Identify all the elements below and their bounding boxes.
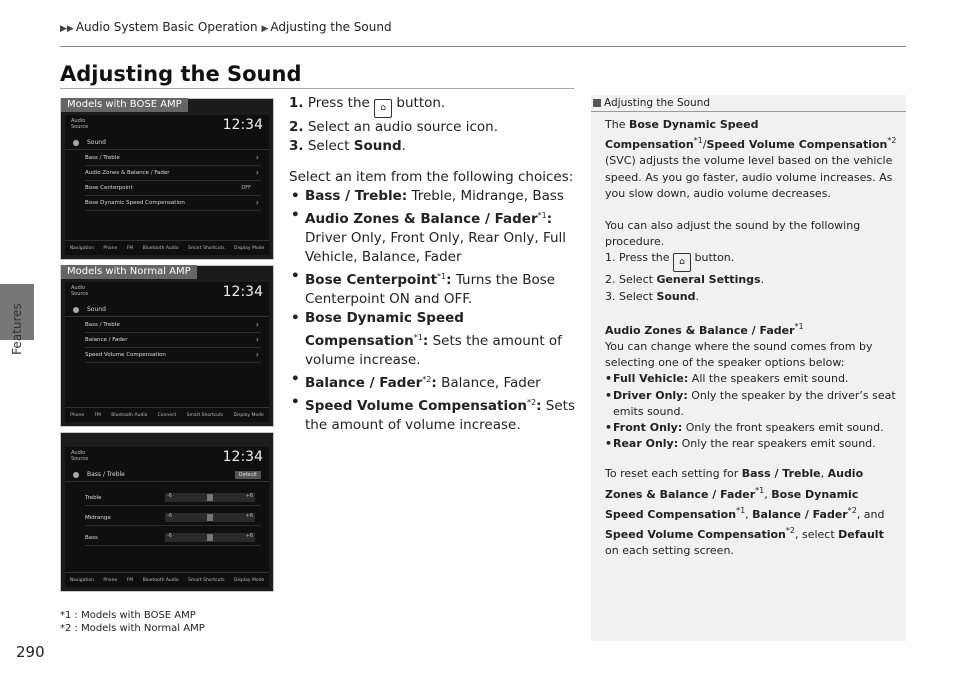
- footnote: *2 : Models with Normal AMP: [60, 623, 205, 634]
- footer-item: Phone: [103, 577, 118, 583]
- chevron-right-icon: ›: [255, 320, 259, 329]
- footer-item: FM: [126, 245, 134, 251]
- back-icon: [73, 140, 79, 146]
- chevron-right-icon: ›: [255, 153, 259, 162]
- home-icon: ⌂: [673, 253, 691, 272]
- chevron-right-icon: ›: [255, 350, 259, 359]
- list-item: • Full Vehicle: All the speakers emit sound.: [605, 371, 897, 387]
- procedure-step: 1. Press the ⌂ button.: [605, 250, 897, 272]
- screen-footer: [65, 572, 269, 587]
- step-1: 1. Press the ⌂ button.: [289, 94, 579, 118]
- footnotes: [60, 609, 205, 635]
- breadcrumb-item: Audio System Basic Operation: [75, 20, 258, 34]
- footer-item: Display Mode: [234, 577, 265, 583]
- procedure-step: 2. Select General Settings.: [605, 273, 765, 287]
- slider-min: -6: [167, 513, 172, 519]
- page-title: Adjusting the Sound: [60, 62, 302, 86]
- chevron-right-icon: ›: [255, 168, 259, 177]
- footer-item: Smart Shortcuts: [188, 245, 225, 251]
- menu-row-label: Balance / Fader: [85, 337, 128, 343]
- audio-source-label: Audio Source: [71, 450, 89, 462]
- reset-paragraph: To reset each setting for Bass / Treble, Audio Zones & Balance / Fader$^{*1}$, Bose Dynamic Speed Compensation$^{*1}$, Balance / Fader$^{*2}$, and Speed Volume Compensation$^{*2}$, select Default on each setting screen.: [605, 467, 885, 558]
- list-item: • Driver Only: Only the speaker by the driver’s seat emits sound.: [605, 388, 897, 420]
- notes-paragraph: The Bose Dynamic Speed Compensation$^{*1}$/Speed Volume Compensation$^{*2}$ (SVC) adjusts the volume level based on the vehicle speed. As you go faster, audio volume increases. As you slow down, audio volume decreases.: [605, 118, 897, 200]
- slider-max: +6: [245, 513, 253, 519]
- menu-row: [85, 151, 261, 166]
- step-3: 3. Select Sound.: [289, 138, 406, 154]
- screen-header: [65, 137, 269, 150]
- screen-bose-sound: [60, 98, 274, 260]
- footer-item: Bluetooth Audio: [142, 245, 179, 251]
- choice-list: [289, 187, 579, 435]
- slider-max: +6: [245, 493, 253, 499]
- footer-item: Smart Shortcuts: [186, 412, 224, 418]
- step-2: 2. Select an audio source icon.: [289, 119, 498, 135]
- screen-header-title: Bass / Treble: [87, 471, 125, 478]
- list-item: • Speed Volume Compensation$^{*2}$: Sets the amount of volume increase.: [289, 393, 579, 435]
- clock: 12:34: [222, 117, 263, 133]
- list-item: • Audio Zones & Balance / Fader$^{*1}$: Driver Only, Front Only, Rear Only, Full Vehicle, Balance, Fader: [289, 206, 579, 267]
- back-icon: [73, 472, 79, 478]
- choices-intro: Select an item from the following choices:: [289, 169, 574, 185]
- breadcrumb-arrow-icon: ▶▶: [60, 24, 74, 34]
- footer-item: Phone: [103, 245, 118, 251]
- list-item: • Bose Dynamic Speed Compensation$^{*1}$: Sets the amount of volume increase.: [289, 309, 579, 370]
- footer-item: FM: [94, 412, 101, 418]
- menu-row: [85, 318, 261, 333]
- slider-knob: [207, 514, 213, 521]
- procedure-step: 3. Select Sound.: [605, 289, 699, 303]
- footer-item: Display Mode: [233, 412, 264, 418]
- list-item: • Bose Centerpoint$^{*1}$: Turns the Bose Centerpoint ON and OFF.: [289, 267, 579, 309]
- notes-divider: [591, 111, 906, 112]
- clock: 12:34: [222, 449, 263, 465]
- breadcrumb-item: Adjusting the Sound: [270, 20, 392, 34]
- screen-bass-treble: [60, 432, 274, 592]
- menu-row-value: OFF: [241, 185, 251, 191]
- footer-item: Phone: [70, 412, 85, 418]
- slider-knob: [207, 494, 213, 501]
- screen-label: Models with BOSE AMP: [61, 98, 188, 112]
- clock: 12:34: [222, 284, 263, 300]
- footer-item: Navigation: [69, 245, 94, 251]
- menu-row-label: Bose Centerpoint: [85, 185, 133, 191]
- instructions: [289, 94, 579, 435]
- screen-footer: [65, 240, 269, 255]
- notes-heading: Adjusting the Sound: [591, 95, 908, 109]
- list-item: • Balance / Fader$^{*2}$: Balance, Fader: [289, 370, 579, 393]
- notes-body: [605, 117, 897, 559]
- menu-row-label: Audio Zones & Balance / Fader: [85, 170, 170, 176]
- footer-item: FM: [126, 577, 134, 583]
- screen-normal-sound: [60, 265, 274, 427]
- slider-label: Midrange: [85, 515, 111, 521]
- screen-display: [65, 282, 269, 422]
- chevron-right-icon: ›: [255, 335, 259, 344]
- screen-display: [65, 115, 269, 255]
- breadcrumb-arrow-icon: ▶: [261, 24, 269, 34]
- menu-row: [85, 348, 261, 363]
- slider-max: +6: [245, 533, 253, 539]
- screen-header-title: Sound: [87, 306, 106, 313]
- menu-row-label: Bass / Treble: [85, 155, 120, 161]
- note-icon: [593, 99, 601, 107]
- footer-item: Bluetooth Audio: [142, 577, 179, 583]
- slider-track: [165, 533, 255, 542]
- section-tab-label: Features: [10, 303, 24, 355]
- slider-knob: [207, 534, 213, 541]
- chevron-right-icon: ›: [255, 198, 259, 207]
- menu-row: [85, 333, 261, 348]
- slider-label: Treble: [85, 495, 102, 501]
- notes-panel: [591, 95, 906, 641]
- footer-item: Display Mode: [234, 245, 265, 251]
- slider-min: -6: [167, 533, 172, 539]
- screen-label: Models with Normal AMP: [61, 265, 197, 279]
- back-icon: [73, 307, 79, 313]
- footer-item: Bluetooth Audio: [111, 412, 148, 418]
- slider-track: [165, 513, 255, 522]
- menu-row: [85, 196, 261, 211]
- list-item: • Front Only: Only the front speakers emit sound.: [605, 420, 897, 436]
- list-item: • Rear Only: Only the rear speakers emit sound.: [605, 436, 897, 452]
- breadcrumb: [60, 20, 392, 34]
- home-icon: ⌂: [374, 99, 392, 118]
- slider-track: [165, 493, 255, 502]
- menu-row: [85, 166, 261, 181]
- menu-row-label: Bass / Treble: [85, 322, 120, 328]
- default-button: Default: [235, 471, 261, 479]
- slider-label: Bass: [85, 535, 98, 541]
- footer-item: Navigation: [69, 577, 94, 583]
- zones-description: You can change where the sound comes from by selecting one of the speaker options below:: [605, 340, 873, 370]
- menu-row-label: Bose Dynamic Speed Compensation: [85, 200, 185, 206]
- screen-header: [65, 304, 269, 317]
- menu-row: [85, 181, 261, 196]
- notes-paragraph: You can also adjust the sound by the following procedure.: [605, 219, 861, 249]
- screen-footer: [65, 407, 269, 422]
- page-number: 290: [16, 643, 45, 661]
- audio-source-label: Audio Source: [71, 285, 89, 297]
- menu-row-label: Speed Volume Compensation: [85, 352, 166, 358]
- screen-header-title: Sound: [87, 139, 106, 146]
- audio-source-label: Audio Source: [71, 118, 89, 130]
- title-divider: [60, 88, 574, 89]
- list-item: • Bass / Treble: Treble, Midrange, Bass: [289, 187, 579, 206]
- footnote: *1 : Models with BOSE AMP: [60, 610, 196, 621]
- footer-item: Smart Shortcuts: [188, 577, 225, 583]
- footer-item: Connect: [157, 412, 177, 418]
- slider-min: -6: [167, 493, 172, 499]
- screen-display: [65, 447, 269, 587]
- zones-title: Audio Zones & Balance / Fader$^{*1}$: [605, 321, 804, 337]
- header-divider: [60, 46, 906, 47]
